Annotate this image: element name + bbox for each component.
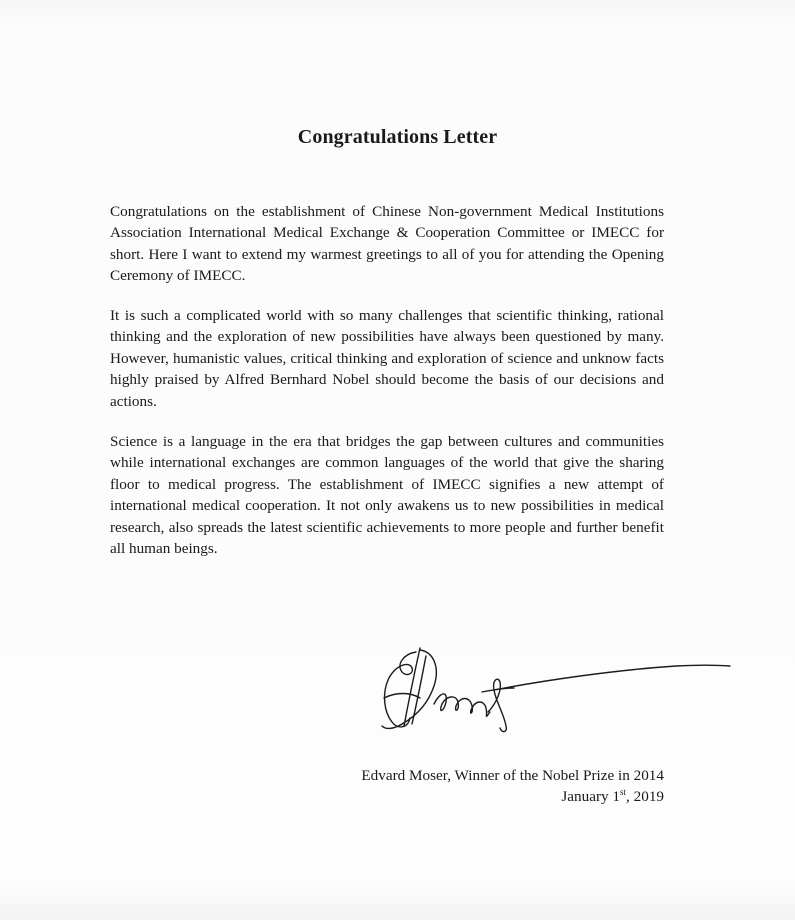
letter-title: Congratulations Letter — [297, 126, 498, 148]
paragraph-greeting: Congratulations on the establishment of Chinese Non-government Medical Institutions Association International Medical Exchange & Cooperation Committee or IMECC for short. Here I want to extend my warmest greetings to all of you for attending the Opening Ceremony of IMECC. — [110, 203, 664, 285]
date-year: , 2019 — [626, 788, 664, 806]
signer-line: Edvard Moser, Winner of the Nobel Prize in 2014 — [361, 767, 664, 784]
handwritten-signature-icon — [376, 646, 736, 736]
date-suffix: st — [620, 787, 627, 798]
paragraph-science: Science is a language in the era that bridges the gap between cultures and communities while international exchanges are common languages of the world that give the sharing floor to medical progress. The establishment of IMECC signifies a new attempt of international medical cooperation. It not only awakens us to new possibilities in medical research, also spreads the latest scientific achievements to more people and further benefit all human beings. — [110, 433, 664, 558]
date-month: January 1 — [561, 788, 621, 806]
signature-block — [361, 765, 664, 808]
paragraph-challenges: It is such a complicated world with so many challenges that scientific thinking, rational thinking and the exploration of new possibilities have always been questioned by many. However, humanistic values, critical thinking and exploration of science and unknow facts highly praised by Alfred Bernhard Nobel should become the basis of our decisions and actions. — [110, 307, 664, 410]
date-line — [361, 786, 664, 807]
